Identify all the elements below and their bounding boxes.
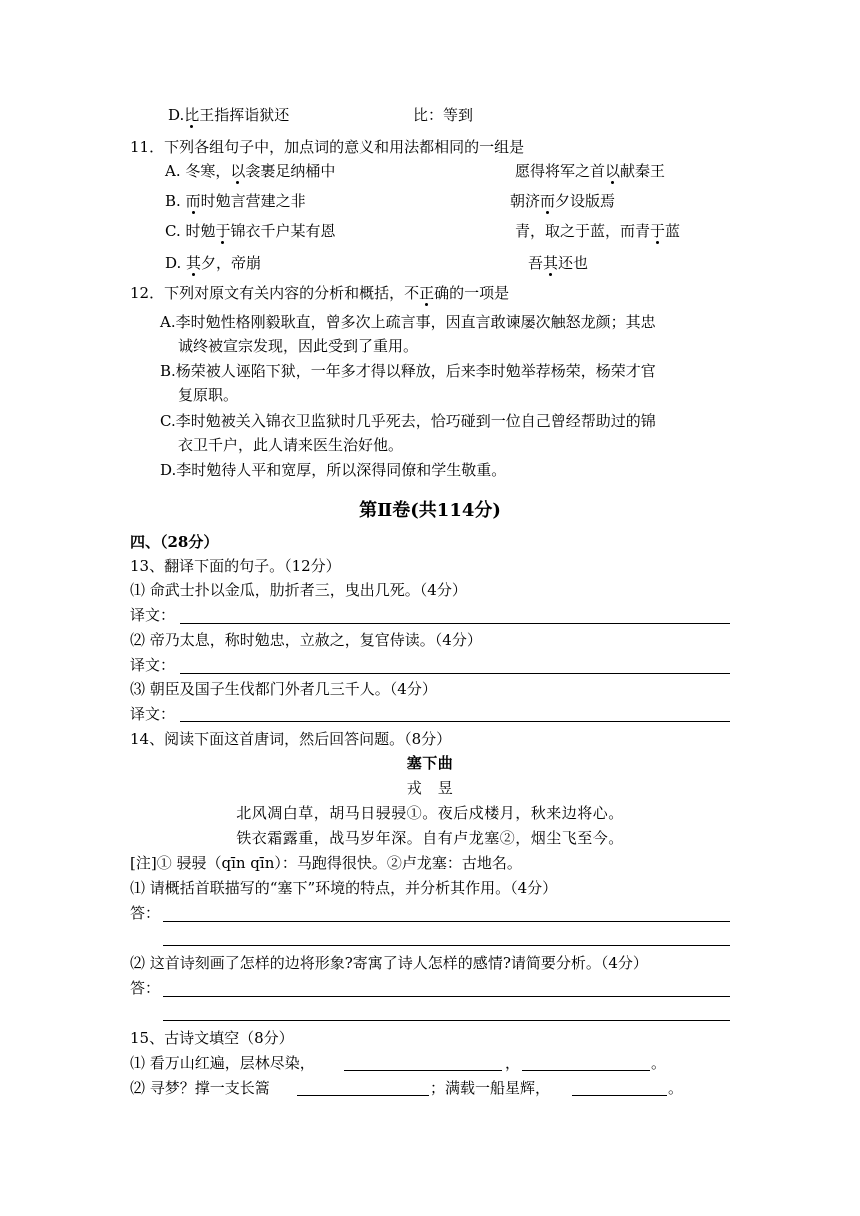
part-4-heading: 四、（28分）	[130, 533, 219, 551]
q13-sentence-1: ⑴ 命武士扑以金瓜，肋折者三，曳出几死。（4分）	[130, 581, 467, 599]
translation-label-3: 译文：	[130, 705, 176, 723]
translation-label-2: 译文：	[130, 656, 176, 674]
q12-option-b-line1: B.杨荣被人诬陷下狱，一年多才得以释放，后来李时勉举荐杨荣，杨荣才官	[160, 362, 656, 380]
q10-option-d: D.比王指挥诣狱还	[168, 106, 290, 124]
section-2-title: 第Ⅱ卷(共114分)	[359, 500, 501, 521]
dotted-char: 比	[184, 106, 200, 124]
q12-option-c-line1: C.李时勉被关入锦衣卫监狱时几乎死去，恰巧碰到一位自己曾经帮助过的锦	[160, 412, 656, 430]
q15-blank-3[interactable]	[297, 1095, 429, 1096]
translation-answer-line-2[interactable]	[180, 673, 730, 674]
q11-stem: 11．下列各组句子中，加点词的意义和用法都相同的一组是	[130, 138, 525, 156]
answer-line-2a[interactable]	[163, 996, 730, 997]
q13-sentence-2: ⑵ 帝乃太息，称时勉忠，立赦之，复官侍读。（4分）	[130, 631, 482, 649]
q15-blank-2[interactable]	[522, 1070, 650, 1071]
q15-line-2-mid: ；满载一船星辉，	[430, 1079, 551, 1097]
q12-option-a-line2: 诚终被宣宗发现，因此受到了重用。	[178, 337, 419, 355]
answer-line-2b[interactable]	[163, 1020, 730, 1021]
q12-option-c-line2: 衣卫千户，此人请来医生治好他。	[178, 436, 404, 454]
answer-label-2: 答：	[130, 979, 161, 997]
q14-subquestion-2: ⑵ 这首诗刻画了怎样的边将形象?寄寓了诗人怎样的感情?请简要分析。（4分）	[130, 954, 648, 972]
poem-line-1: 北风凋白草，胡马日骎骎①。夜后戍楼月，秋来边将心。	[236, 804, 624, 822]
poem-line-2: 铁衣霜露重，战马岁年深。自有卢龙塞②，烟尘飞至今。	[236, 829, 624, 847]
q15-stem: 15、古诗文填空（8分）	[130, 1029, 294, 1047]
q12-option-b-line2: 复原职。	[178, 386, 239, 404]
q14-subquestion-1: ⑴ 请概括首联描写的“塞下”环境的特点，并分析其作用。（4分）	[130, 879, 558, 897]
q13-sentence-3: ⑶ 朝臣及国子生伐都门外者几三千人。（4分）	[130, 680, 437, 698]
q15-line-2-text: ⑵ 寻梦？撑一支长篙	[130, 1079, 270, 1097]
q12-option-d-line1: D.李时勉待人平和宽厚，所以深得同僚和学生敬重。	[160, 461, 507, 479]
q15-line-1-comma: ，	[505, 1054, 521, 1072]
translation-answer-line-1[interactable]	[180, 623, 730, 624]
q11-d-right: 吾其还也	[528, 254, 589, 272]
poem-author: 戎 昱	[406, 779, 454, 797]
q15-line-2-period: 。	[668, 1079, 684, 1097]
answer-line-1a[interactable]	[163, 921, 730, 922]
translation-label-1: 译文：	[130, 606, 176, 624]
q11-c-left: C. 时勉于锦衣千户某有恩	[165, 222, 336, 240]
q15-line-1-text: ⑴ 看万山红遍，层林尽染，	[130, 1054, 315, 1072]
q13-stem: 13、翻译下面的句子。（12分）	[130, 557, 341, 575]
answer-line-1b[interactable]	[163, 945, 730, 946]
q14-stem: 14、阅读下面这首唐词，然后回答问题。（8分）	[130, 730, 452, 748]
q11-a-right: 愿得将军之首以献秦王	[515, 162, 666, 180]
q11-a-left: A. 冬寒，以衾裹足纳桶中	[165, 162, 336, 180]
poem-note: [注]① 骎骎（qīn qīn）：马跑得很快。②卢龙塞：古地名。	[130, 854, 522, 872]
q12-stem: 12．下列对原文有关内容的分析和概括，不正确的一项是	[130, 284, 510, 302]
translation-answer-line-3[interactable]	[180, 721, 730, 722]
poem-title: 塞下曲	[406, 754, 454, 772]
answer-label-1: 答：	[130, 904, 161, 922]
q10-option-d-note: 比：等到	[413, 106, 474, 124]
q15-blank-4[interactable]	[572, 1095, 667, 1096]
q11-c-right: 青，取之于蓝，而青于蓝	[515, 222, 681, 240]
q11-b-left: B. 而时勉言营建之非	[165, 192, 306, 210]
q15-line-1-period: 。	[651, 1054, 667, 1072]
q11-d-left: D. 其夕，帝崩	[165, 254, 262, 272]
q11-b-right: 朝济而夕设版焉	[510, 192, 616, 210]
dotted-phrase: 不正确	[404, 284, 450, 302]
q12-option-a-line1: A.李时勉性格刚毅耿直，曾多次上疏言事，因直言敢谏屡次触怒龙颜；其忠	[160, 313, 656, 331]
q15-blank-1[interactable]	[344, 1070, 502, 1071]
